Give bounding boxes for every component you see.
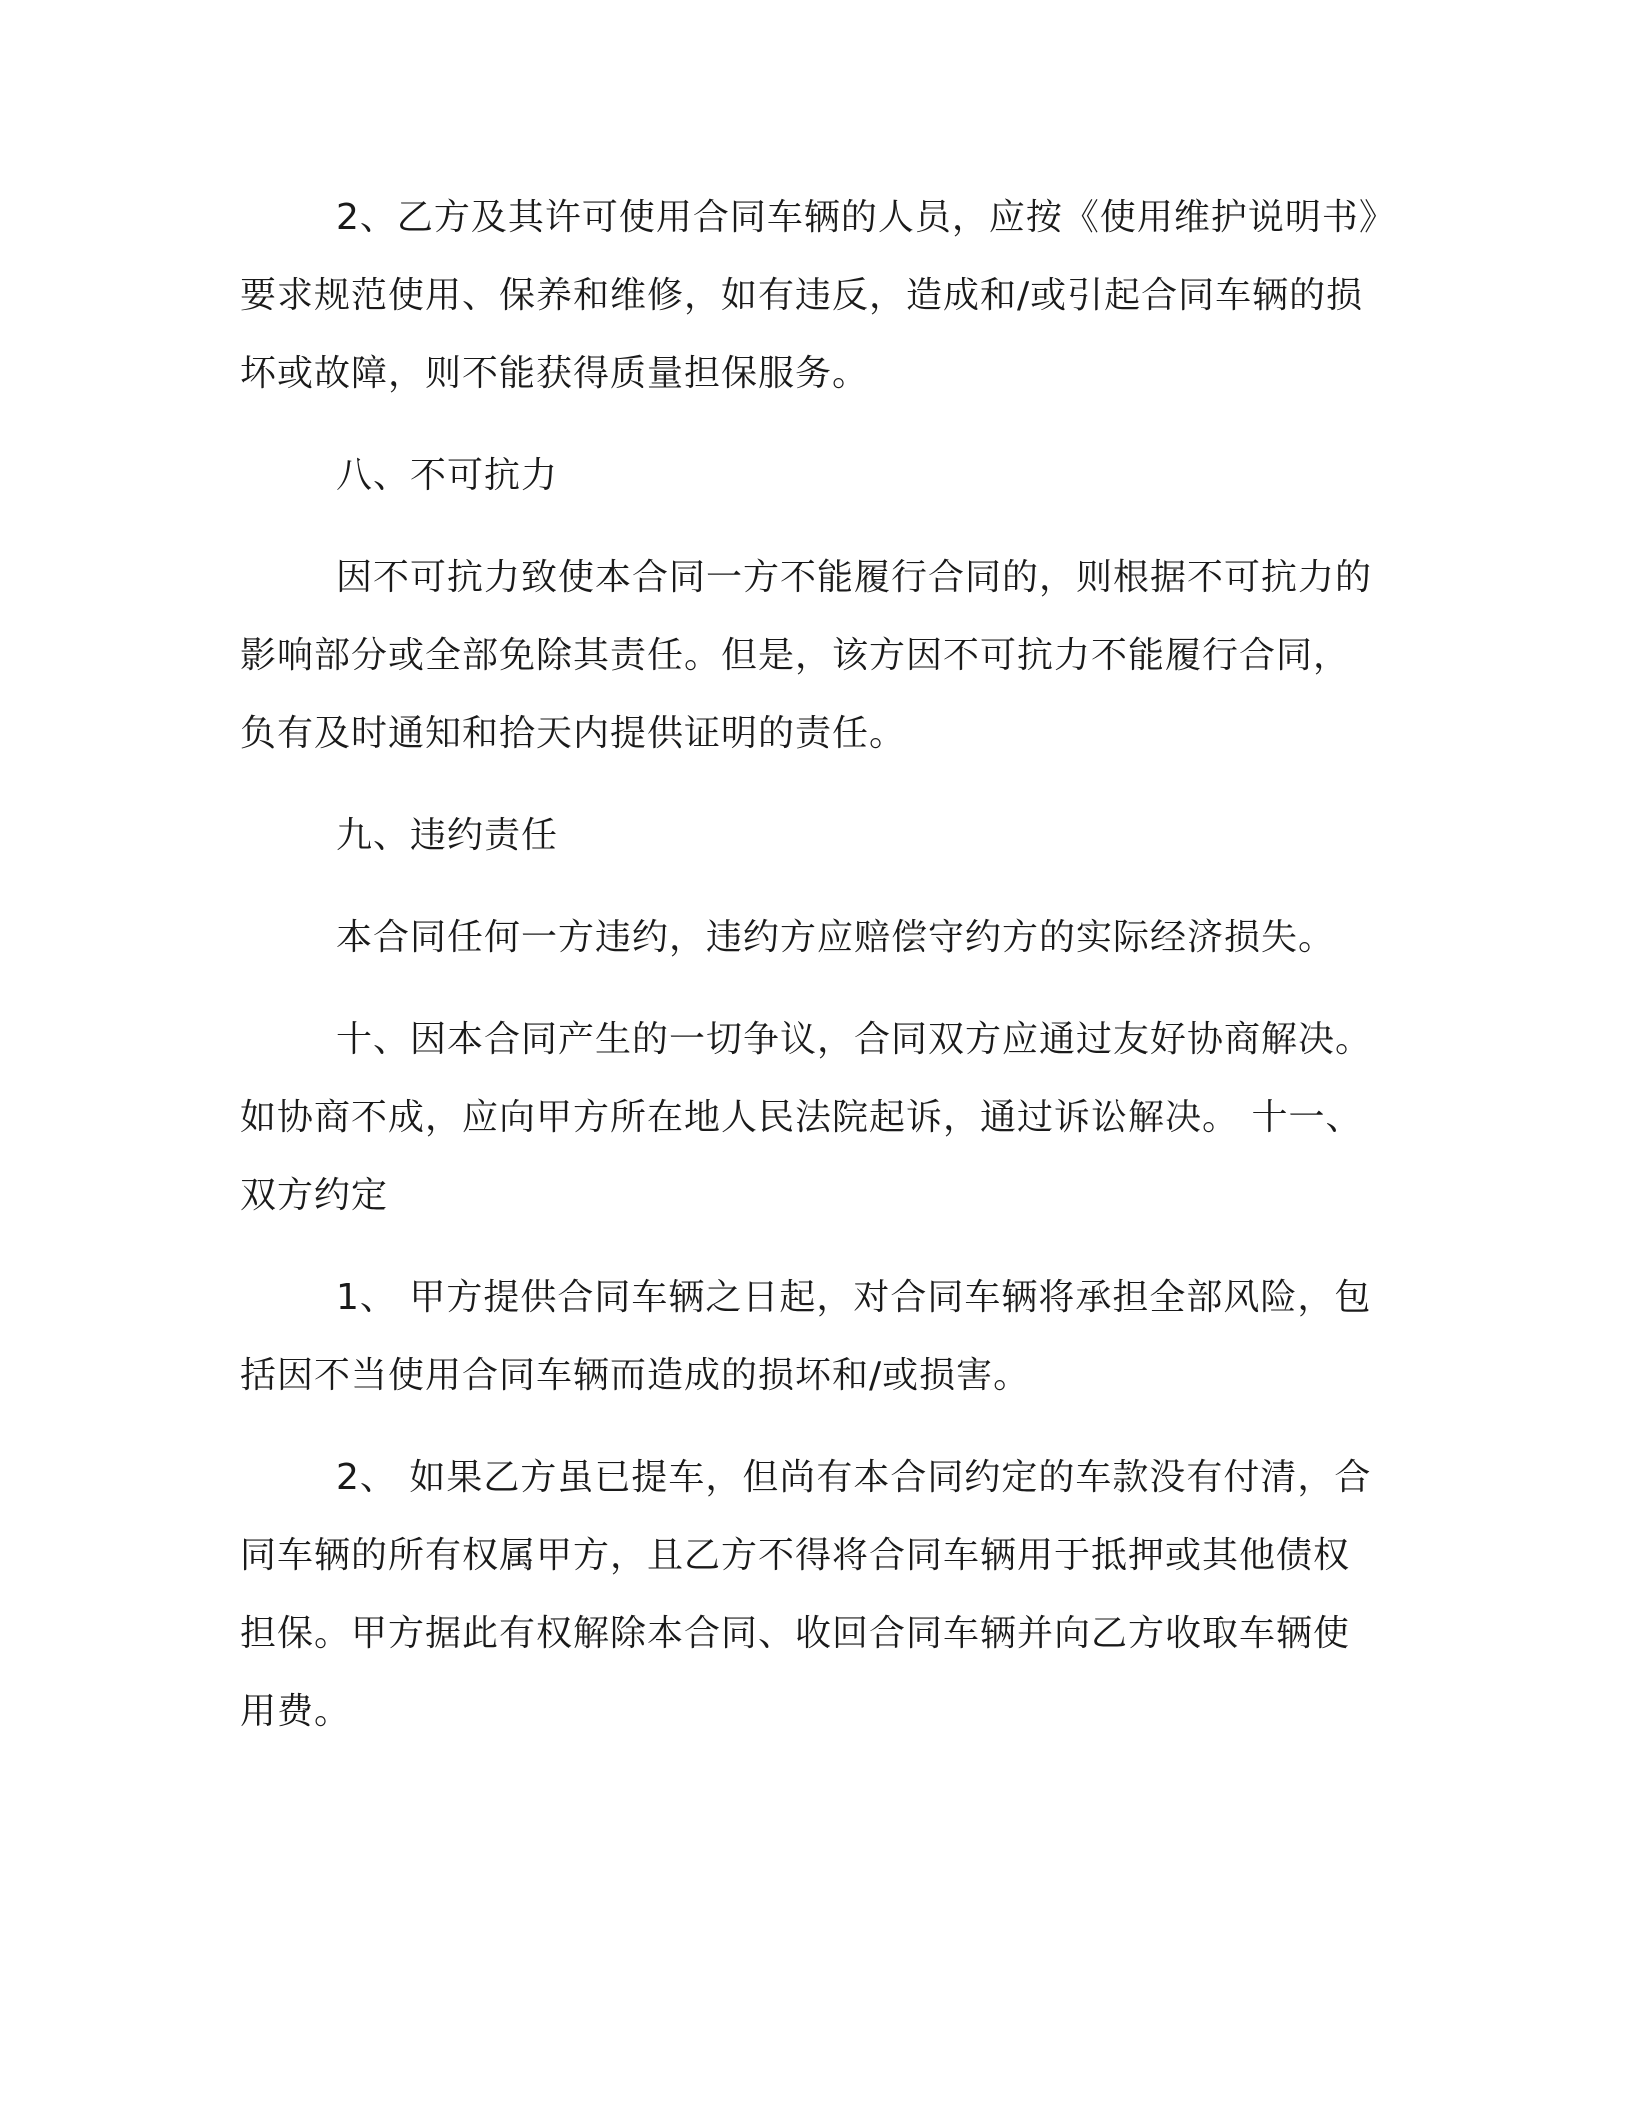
- clause-11-2-line-3: 担保。甲方据此有权解除本合同、收回合同车辆并向乙方收取车辆使: [240, 1613, 1351, 1654]
- clause-8-line-3: 负有及时通知和拾天内提供证明的责任。: [240, 713, 907, 754]
- clause-7-2-line-1: 2、乙方及其许可使用合同车辆的人员，应按《使用维护说明书》: [336, 197, 1396, 238]
- clause-10-line-2: 如协商不成，应向甲方所在地人民法院起诉，通过诉讼解决。 十一、: [240, 1097, 1363, 1138]
- clause-10-line-3: 双方约定: [240, 1175, 389, 1216]
- clause-11-2-line-4: 用费。: [240, 1691, 352, 1732]
- clause-11-2-line-1: 2、 如果乙方虽已提车，但尚有本合同约定的车款没有付清，合: [336, 1457, 1372, 1498]
- clause-8-line-1: 因不可抗力致使本合同一方不能履行合同的，则根据不可抗力的: [336, 557, 1373, 598]
- clause-11-1-line-1: 1、 甲方提供合同车辆之日起，对合同车辆将承担全部风险，包: [336, 1277, 1372, 1318]
- document-body: [240, 0, 1400, 2112]
- clause-9-line-1: 本合同任何一方违约，违约方应赔偿守约方的实际经济损失。: [336, 917, 1336, 958]
- clause-7-2-line-2: 要求规范使用、保养和维修，如有违反，造成和/或引起合同车辆的损: [240, 275, 1364, 316]
- heading-liability: 九、违约责任: [336, 815, 559, 856]
- clause-8-line-2: 影响部分或全部免除其责任。但是，该方因不可抗力不能履行合同，: [240, 635, 1351, 676]
- clause-10-line-1: 十、因本合同产生的一切争议，合同双方应通过友好协商解决。: [336, 1019, 1373, 1060]
- clause-7-2-line-3: 坏或故障，则不能获得质量担保服务。: [240, 353, 870, 394]
- clause-11-1-line-2: 括因不当使用合同车辆而造成的损坏和/或损害。: [240, 1355, 1031, 1396]
- clause-11-2-line-2: 同车辆的所有权属甲方，且乙方不得将合同车辆用于抵押或其他债权: [240, 1535, 1351, 1576]
- heading-force-majeure: 八、不可抗力: [336, 455, 559, 496]
